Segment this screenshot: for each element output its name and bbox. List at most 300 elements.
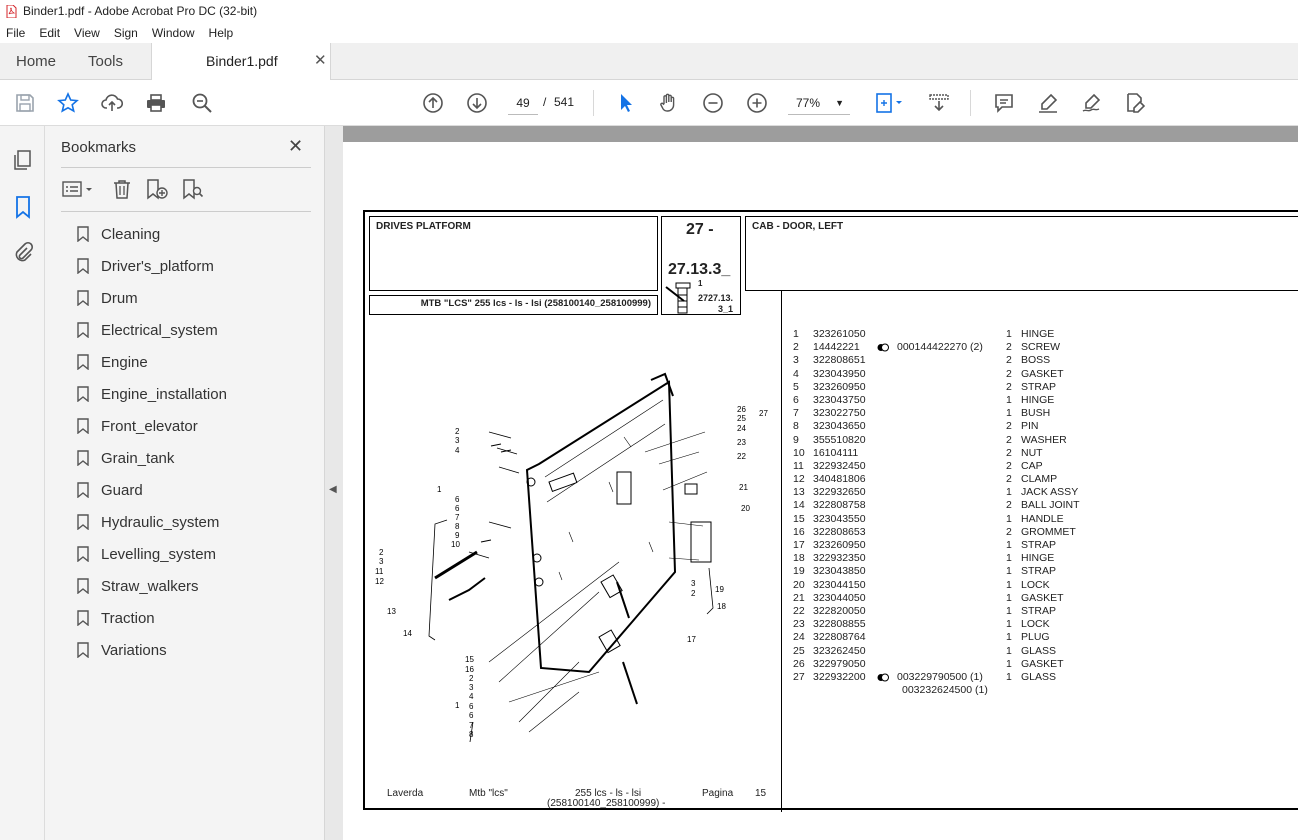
toolbar-divider [593, 90, 594, 116]
divider [61, 211, 311, 212]
save-icon[interactable] [13, 91, 37, 115]
attachment-icon[interactable] [12, 241, 34, 268]
part-qty: 2 [1006, 446, 1012, 459]
bookmark-item[interactable] [77, 222, 160, 246]
page-separator: / [543, 95, 547, 109]
part-code: 323043650 [813, 420, 866, 433]
upload-cloud-icon[interactable] [100, 91, 124, 115]
ref-side: 2727.13. [698, 293, 734, 303]
previous-page-icon[interactable] [421, 91, 445, 115]
svg-text:3: 3 [455, 436, 460, 445]
svg-text:22: 22 [737, 452, 746, 461]
part-description: GROMMET [1021, 525, 1076, 538]
svg-text:16: 16 [465, 665, 474, 674]
part-description: SCREW [1021, 341, 1061, 354]
part-row [793, 605, 1293, 618]
part-number: 12 [793, 473, 805, 486]
bookmark-label: Electrical_system [101, 321, 218, 339]
part-qty: 1 [1006, 657, 1012, 670]
part-description: JACK ASSY [1021, 486, 1079, 499]
part-qty: 1 [1006, 552, 1012, 565]
svg-text:2: 2 [379, 548, 384, 557]
part-code: 323043850 [813, 565, 866, 578]
tab-tools[interactable]: Tools [88, 53, 124, 70]
group-title-box [369, 216, 658, 291]
part-code: 323260950 [813, 539, 866, 551]
part-replacement: 003229790500 (1) [897, 670, 983, 683]
new-bookmark-icon[interactable] [145, 178, 169, 205]
svg-text:4: 4 [469, 692, 474, 701]
bookmark-item[interactable] [77, 286, 138, 310]
part-number: 6 [793, 393, 799, 406]
part-row [793, 447, 1293, 460]
menu-bar [0, 22, 1298, 43]
svg-text:12: 12 [375, 577, 384, 586]
next-page-icon[interactable] [465, 91, 489, 115]
part-code: 323044050 [813, 591, 866, 604]
document-viewer[interactable] [343, 126, 1298, 840]
part-qty: 1 [1006, 328, 1012, 340]
part-description: GASKET [1021, 367, 1064, 380]
svg-text:6: 6 [469, 711, 474, 720]
svg-text:26: 26 [737, 405, 746, 414]
page-thumbnails-icon[interactable] [12, 149, 34, 176]
title-bar [0, 0, 1298, 22]
part-row [793, 631, 1293, 644]
section-title: CAB - DOOR, LEFT [752, 221, 844, 232]
part-row [793, 407, 1293, 420]
svg-text:3: 3 [691, 579, 696, 588]
svg-text:15: 15 [465, 655, 474, 664]
part-description: GLASS [1021, 644, 1057, 657]
part-row [793, 513, 1293, 526]
part-row [793, 420, 1293, 433]
part-row [793, 434, 1293, 447]
bookmark-icon [77, 418, 89, 434]
bookmark-label: Hydraulic_system [101, 513, 220, 531]
bookmark-label: Drum [101, 289, 138, 307]
part-qty: 1 [1006, 407, 1012, 420]
bookmark-icon [77, 482, 89, 498]
bookmarks-title: Bookmarks [61, 139, 137, 156]
svg-text:6: 6 [455, 495, 460, 504]
part-description: NUT [1021, 446, 1043, 459]
part-number: 23 [793, 618, 805, 631]
reference-thumbnail [664, 279, 698, 315]
bookmark-label: Variations [101, 641, 167, 659]
part-code: 322808855 [813, 618, 866, 631]
part-number: 22 [793, 604, 805, 617]
close-panel-icon[interactable]: ✕ [288, 136, 304, 156]
bookmark-item[interactable] [77, 510, 219, 534]
part-number: 15 [793, 512, 805, 525]
part-description: LOCK [1021, 618, 1050, 631]
part-number: 2 [793, 341, 799, 354]
part-number: 10 [793, 446, 805, 459]
toolbar [0, 80, 1298, 126]
bookmark-label: Driver's_platform [101, 257, 214, 275]
tab-bar [0, 43, 1298, 80]
svg-text:1: 1 [437, 485, 442, 494]
part-replacement: 003232624500 (1) [902, 684, 988, 697]
svg-text:2: 2 [455, 427, 460, 436]
part-number: 25 [793, 644, 805, 657]
zoom-out-icon[interactable] [701, 91, 725, 115]
part-description: STRAP [1021, 539, 1057, 551]
part-row [793, 341, 1293, 354]
bookmark-icon [77, 546, 89, 562]
reference-box [661, 216, 741, 315]
part-description: STRAP [1021, 565, 1057, 578]
bookmark-item[interactable] [77, 574, 199, 598]
svg-text:13: 13 [387, 607, 396, 616]
bookmark-item[interactable] [77, 542, 216, 566]
part-description: STRAP [1021, 604, 1057, 617]
part-number: 18 [793, 552, 805, 565]
footer-page-number: 15 [755, 788, 767, 799]
footer-variant: 255 lcs - ls - lsi [575, 788, 642, 799]
bookmarks-panel-icon[interactable] [12, 195, 34, 224]
window-title: Binder1.pdf - Adobe Acrobat Pro DC (32-bit) [23, 4, 258, 18]
part-description: LOCK [1021, 578, 1050, 591]
part-qty: 1 [1006, 644, 1012, 657]
bookmark-icon [77, 578, 89, 594]
svg-text:25: 25 [737, 414, 746, 423]
ref-top: 27 - [686, 221, 714, 238]
tab-home[interactable]: Home [16, 53, 57, 70]
part-row [793, 381, 1293, 394]
print-icon[interactable] [144, 91, 168, 115]
part-code: 323261050 [813, 328, 866, 340]
menu-file[interactable]: File [6, 25, 26, 40]
menu-edit[interactable]: Edit [39, 25, 61, 40]
bookmark-item[interactable] [77, 606, 155, 630]
part-row-continuation [793, 684, 1293, 697]
bookmark-label: Cleaning [101, 225, 161, 243]
part-row [793, 618, 1293, 631]
ref-small: 1 [698, 279, 703, 288]
column-divider [781, 291, 782, 812]
part-description: WASHER [1021, 433, 1067, 446]
bookmark-item[interactable] [77, 414, 198, 438]
part-description: HANDLE [1021, 512, 1064, 525]
part-number: 13 [793, 486, 805, 499]
bookmark-item[interactable] [77, 382, 227, 406]
part-number: 26 [793, 657, 805, 670]
part-code: 323262450 [813, 644, 866, 657]
part-code: 322808651 [813, 354, 866, 367]
bookmark-item[interactable] [77, 478, 143, 502]
bookmark-label: Engine_installation [101, 385, 227, 403]
menu-sign[interactable]: Sign [113, 25, 138, 40]
part-code: 322808764 [813, 631, 866, 644]
part-number: 19 [793, 565, 805, 578]
select-cursor-icon[interactable] [614, 91, 638, 115]
bookmark-label: Straw_walkers [101, 577, 199, 595]
svg-text:4: 4 [455, 446, 460, 455]
part-number: 1 [793, 328, 799, 340]
ref-side-2: 3_1 [718, 304, 734, 314]
bookmark-icon [77, 290, 89, 306]
parts-list [793, 328, 1293, 697]
hand-tool-icon[interactable] [657, 91, 681, 115]
part-description: HINGE [1021, 328, 1055, 340]
svg-text:24: 24 [737, 424, 746, 433]
part-description: BUSH [1021, 407, 1051, 420]
part-qty: 2 [1006, 367, 1012, 380]
toolbar-divider [970, 90, 971, 116]
svg-text:8: 8 [469, 730, 474, 739]
part-description: GASKET [1021, 591, 1064, 604]
part-number: 27 [793, 670, 805, 683]
part-qty: 1 [1006, 539, 1012, 551]
tab-document[interactable] [151, 43, 331, 81]
part-qty: 1 [1006, 631, 1012, 644]
page-gap-band [343, 126, 1298, 142]
chevron-down-icon: ▼ [835, 98, 844, 108]
svg-text:23: 23 [737, 438, 746, 447]
part-number: 17 [793, 539, 805, 551]
bookmark-item[interactable] [77, 446, 174, 470]
part-row [793, 579, 1293, 592]
part-description: HINGE [1021, 393, 1055, 406]
part-number: 21 [793, 591, 805, 604]
delete-bookmark-icon[interactable] [111, 178, 133, 205]
part-row [793, 354, 1293, 367]
divider [61, 167, 311, 168]
bookmark-item[interactable] [77, 254, 214, 278]
svg-text:18: 18 [717, 602, 726, 611]
zoom-in-icon[interactable] [745, 91, 769, 115]
part-number: 3 [793, 354, 799, 367]
part-number: 20 [793, 578, 805, 591]
svg-text:7: 7 [469, 721, 474, 730]
part-qty: 2 [1006, 433, 1012, 446]
bookmark-options-icon[interactable] [61, 178, 95, 205]
part-row [793, 368, 1293, 381]
part-qty: 2 [1006, 354, 1012, 367]
footer-brand: Laverda [387, 788, 424, 799]
panel-splitter[interactable] [325, 126, 343, 840]
svg-text:20: 20 [741, 504, 750, 513]
part-row [793, 526, 1293, 539]
part-row [793, 328, 1293, 341]
part-qty: 1 [1006, 578, 1012, 591]
part-code: 323043750 [813, 393, 866, 406]
part-qty: 1 [1006, 604, 1012, 617]
part-qty: 1 [1006, 512, 1012, 525]
svg-text:21: 21 [739, 483, 748, 492]
exploded-view-drawing [369, 372, 779, 742]
part-qty: 1 [1006, 393, 1012, 406]
bookmark-label: Engine [101, 353, 148, 371]
svg-text:3: 3 [379, 557, 384, 566]
part-code: 322932200 [813, 670, 866, 683]
zoom-search-icon[interactable] [190, 91, 214, 115]
bookmark-label: Levelling_system [101, 545, 217, 563]
part-qty: 1 [1006, 565, 1012, 578]
menu-view[interactable]: View [74, 25, 100, 40]
parts-sheet [363, 210, 1298, 810]
svg-text:8: 8 [455, 522, 460, 531]
svg-text:7: 7 [455, 513, 460, 522]
part-description: HINGE [1021, 552, 1055, 565]
part-description: PIN [1021, 420, 1039, 433]
part-replacement: 000144422270 (2) [897, 341, 983, 354]
part-description: GASKET [1021, 657, 1064, 670]
part-number: 7 [793, 407, 799, 420]
svg-text:27: 27 [759, 409, 768, 418]
part-code: 323044150 [813, 578, 866, 591]
svg-text:6: 6 [455, 504, 460, 513]
part-qty: 1 [1006, 486, 1012, 499]
part-description: CAP [1021, 459, 1043, 472]
zoom-level-value: 77% [796, 96, 821, 110]
part-qty: 2 [1006, 380, 1012, 393]
left-navigation-rail [0, 126, 45, 840]
part-qty: 2 [1006, 459, 1012, 472]
bookmark-icon [77, 258, 89, 274]
svg-text:1: 1 [455, 701, 460, 710]
part-code: 323043950 [813, 367, 866, 380]
svg-text:9: 9 [455, 531, 460, 540]
svg-text:6: 6 [469, 702, 474, 711]
part-number: 9 [793, 433, 799, 446]
part-number: 24 [793, 631, 805, 644]
part-number: 16 [793, 525, 805, 538]
part-code: 322932650 [813, 486, 866, 499]
part-row [793, 565, 1293, 578]
part-row [793, 460, 1293, 473]
part-code: 323043550 [813, 512, 866, 525]
collapse-arrow-icon[interactable]: ◀ [329, 484, 337, 495]
svg-text:2: 2 [691, 589, 696, 598]
bookmarks-panel [45, 126, 325, 840]
section-title-box [745, 216, 1298, 291]
bookmark-icon [77, 354, 89, 370]
bookmark-icon [77, 226, 89, 242]
part-qty: 2 [1006, 420, 1012, 433]
part-description: BOSS [1021, 354, 1051, 367]
page-number-input[interactable]: 49 [508, 91, 538, 115]
part-row [793, 552, 1293, 565]
footer-range: (258100140_258100999) - [547, 798, 666, 809]
model-label: MTB "LCS" 255 lcs - ls - lsi (258100140_258100999) [420, 298, 651, 309]
part-code: 14442221 [813, 341, 860, 354]
part-description: STRAP [1021, 380, 1057, 393]
fit-page-icon[interactable] [871, 91, 907, 115]
group-title: DRIVES PLATFORM [376, 221, 471, 232]
bookmark-icon [77, 514, 89, 530]
bookmark-label: Front_elevator [101, 417, 198, 435]
svg-text:11: 11 [375, 567, 384, 576]
bookmark-label: Guard [101, 481, 143, 499]
menu-window[interactable]: Window [151, 25, 195, 40]
highlight-pen-icon[interactable] [1036, 91, 1060, 115]
part-code: 340481806 [813, 473, 866, 486]
svg-text:3: 3 [469, 683, 474, 692]
pdf-page [343, 142, 1298, 840]
part-qty: 2 [1006, 525, 1012, 538]
part-code: 355510820 [813, 433, 866, 446]
part-code: 322808758 [813, 499, 866, 512]
footer-page-label: Pagina [702, 788, 734, 799]
svg-text:19: 19 [715, 585, 724, 594]
bookmark-label: Grain_tank [101, 449, 175, 467]
part-code: 322820050 [813, 604, 866, 617]
model-box [369, 295, 658, 315]
star-icon[interactable] [56, 91, 80, 115]
part-code: 16104111 [813, 446, 859, 459]
part-row [793, 592, 1293, 605]
part-code: 323260950 [813, 380, 866, 393]
part-row [793, 658, 1293, 671]
part-code: 322932450 [813, 459, 866, 472]
part-description: BALL JOINT [1021, 499, 1080, 512]
part-qty: 2 [1006, 499, 1012, 512]
bookmark-icon [77, 322, 89, 338]
spacer [365, 320, 781, 321]
part-number: 5 [793, 380, 799, 393]
zoom-level-dropdown[interactable] [788, 91, 850, 115]
part-code: 322979050 [813, 657, 866, 670]
part-qty: 2 [1006, 341, 1012, 354]
scroll-mode-icon[interactable] [927, 91, 951, 115]
part-description: GLASS [1021, 670, 1057, 683]
part-qty: 1 [1006, 618, 1012, 631]
part-row [793, 394, 1293, 407]
part-row [793, 486, 1293, 499]
svg-text:2: 2 [469, 674, 474, 683]
part-number: 11 [793, 459, 804, 472]
bookmark-icon [77, 386, 89, 402]
svg-text:14: 14 [403, 629, 412, 638]
part-description: CLAMP [1021, 473, 1058, 486]
part-qty: 1 [1006, 591, 1012, 604]
tab-document-label: Binder1.pdf [206, 53, 278, 69]
ref-mid: 27.13.3_ [668, 261, 731, 278]
part-code: 322808653 [813, 525, 866, 538]
bookmark-icon [77, 642, 89, 658]
part-code: 323022750 [813, 407, 866, 420]
part-description: PLUG [1021, 631, 1050, 644]
part-row [793, 499, 1293, 512]
bookmark-icon [77, 450, 89, 466]
bookmark-icon [77, 610, 89, 626]
fill-sign-icon[interactable] [1123, 91, 1147, 115]
part-row [793, 645, 1293, 658]
svg-text:17: 17 [687, 635, 696, 644]
bookmark-item[interactable] [77, 318, 218, 342]
menu-help[interactable]: Help [208, 25, 234, 40]
close-tab-icon[interactable]: ✕ [314, 52, 327, 69]
bookmark-search-icon[interactable] [181, 178, 205, 205]
bookmark-item[interactable] [77, 350, 148, 374]
part-number: 8 [793, 420, 799, 433]
bookmark-label: Traction [101, 609, 155, 627]
part-row [793, 473, 1293, 486]
draw-tool-icon[interactable] [1080, 91, 1104, 115]
svg-text:10: 10 [451, 540, 460, 549]
footer-model: Mtb "lcs" [469, 788, 508, 799]
comment-icon[interactable] [992, 91, 1016, 115]
acrobat-icon [6, 5, 17, 18]
part-number: 4 [793, 367, 799, 380]
part-code: 322932350 [813, 552, 866, 565]
part-row [793, 539, 1293, 552]
bookmark-item[interactable] [77, 638, 167, 662]
part-row [793, 671, 1293, 684]
